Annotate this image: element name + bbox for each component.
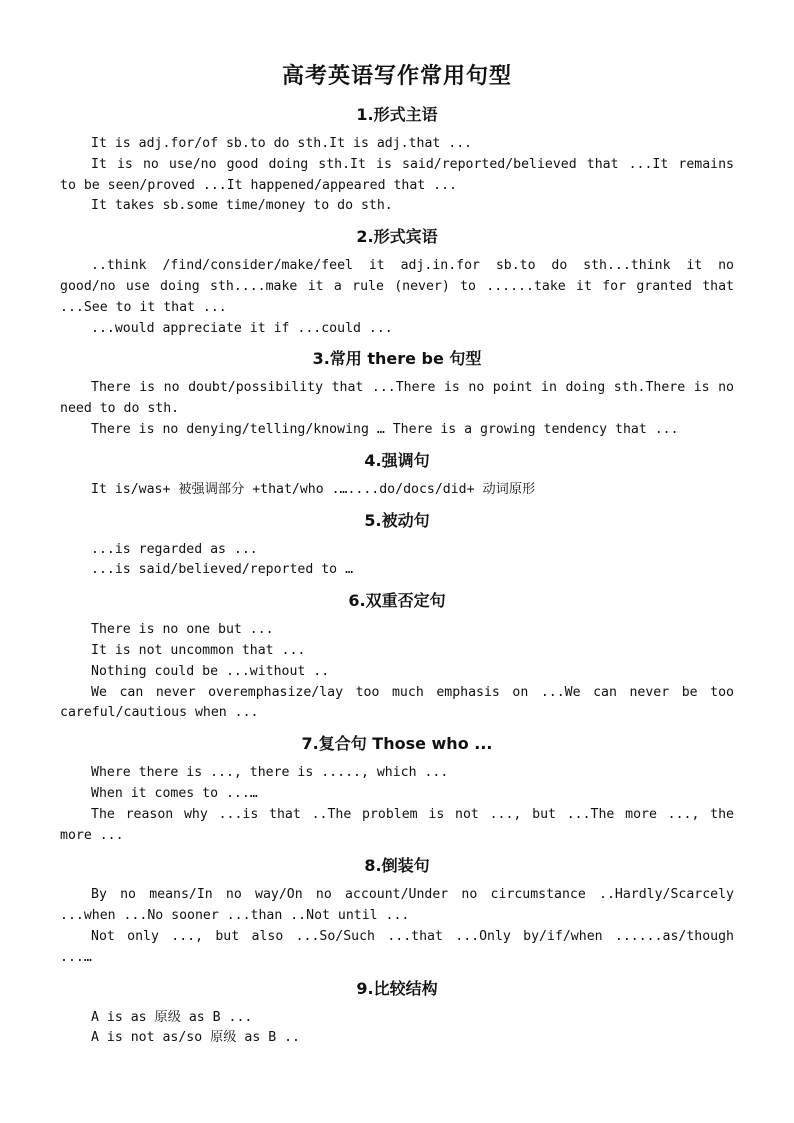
section-heading: 7.复合句 Those who ... [301,734,493,754]
section-there-be [60,348,734,440]
sentence-pattern: By no means/In no way/On no account/Under no circumstance ..Hardly/Scarcely ...when ...No sooner ...than ..Not until ... [60,887,734,924]
sentence-pattern: There is no doubt/possibility that ...There is no point in doing sth.There is no need to do sth. [60,380,734,417]
sentence-pattern: We can never overemphasize/lay too much emphasis on ...We can never be too careful/cautious when ... [60,684,734,721]
section-heading: 4.强调句 [364,450,430,470]
section-emphatic [60,450,734,501]
sentence-pattern: A is as 原级 as B ... [91,1009,253,1025]
sentence-pattern: When it comes to ...… [91,785,258,801]
section-heading: 6.双重否定句 [348,591,446,611]
sentence-pattern: There is no one but ... [91,622,274,638]
section-double-negative [60,590,734,724]
sentence-pattern: It takes sb.some time/money to do sth. [91,198,393,214]
section-complex-sentence [60,733,734,846]
section-heading: 8.倒装句 [364,856,430,876]
sentence-pattern: Where there is ..., there is ....., which ... [91,765,449,781]
section-heading: 9.比较结构 [356,978,438,998]
section-formal-object [60,226,734,339]
sentence-pattern: It is adj.for/of sb.to do sth.It is adj.that ... [91,136,473,151]
section-heading: 3.常用 there be 句型 [312,349,482,369]
sentence-pattern: ...is said/believed/reported to … [91,562,354,578]
sentence-pattern: The reason why ...is that ..The problem is not ..., but ...The more ..., the more ... [60,806,734,843]
section-heading: 2.形式宾语 [356,227,438,247]
sentence-pattern: There is no denying/telling/knowing … There is a growing tendency that ... [91,421,679,437]
sentence-pattern: Nothing could be ...without .. [91,663,330,679]
section-formal-subject [60,104,734,217]
sentence-pattern: It is no use/no good doing sth.It is said/reported/believed that ...It remains to be seen/proved ...It happened/appeared that ... [60,156,734,193]
sentence-pattern: ...is regarded as ... [91,541,258,557]
section-passive [60,510,734,582]
section-comparison [60,978,734,1050]
document-page [60,62,734,1058]
sentence-pattern: ..think /find/consider/make/feel it adj.in.for sb.to do sth...think it no good/no use doing sth....make it a rule (never) to ......take it for granted that ...See to it that ... [60,258,734,315]
sentence-pattern: It is not uncommon that ... [91,642,306,658]
document-title: 高考英语写作常用句型 [281,64,512,89]
sentence-pattern: A is not as/so 原级 as B .. [91,1030,300,1046]
sentence-pattern: ...would appreciate it if ...could ... [91,320,393,336]
section-heading: 1.形式主语 [356,105,438,124]
section-heading: 5.被动句 [364,510,430,530]
sentence-pattern: It is/was+ 被强调部分 +that/who .…....do/docs/did+ 动词原形 [91,481,536,497]
section-inversion [60,855,734,968]
sentence-pattern: Not only ..., but also ...So/Such ...that ...Only by/if/when ......as/though ...… [60,928,734,965]
